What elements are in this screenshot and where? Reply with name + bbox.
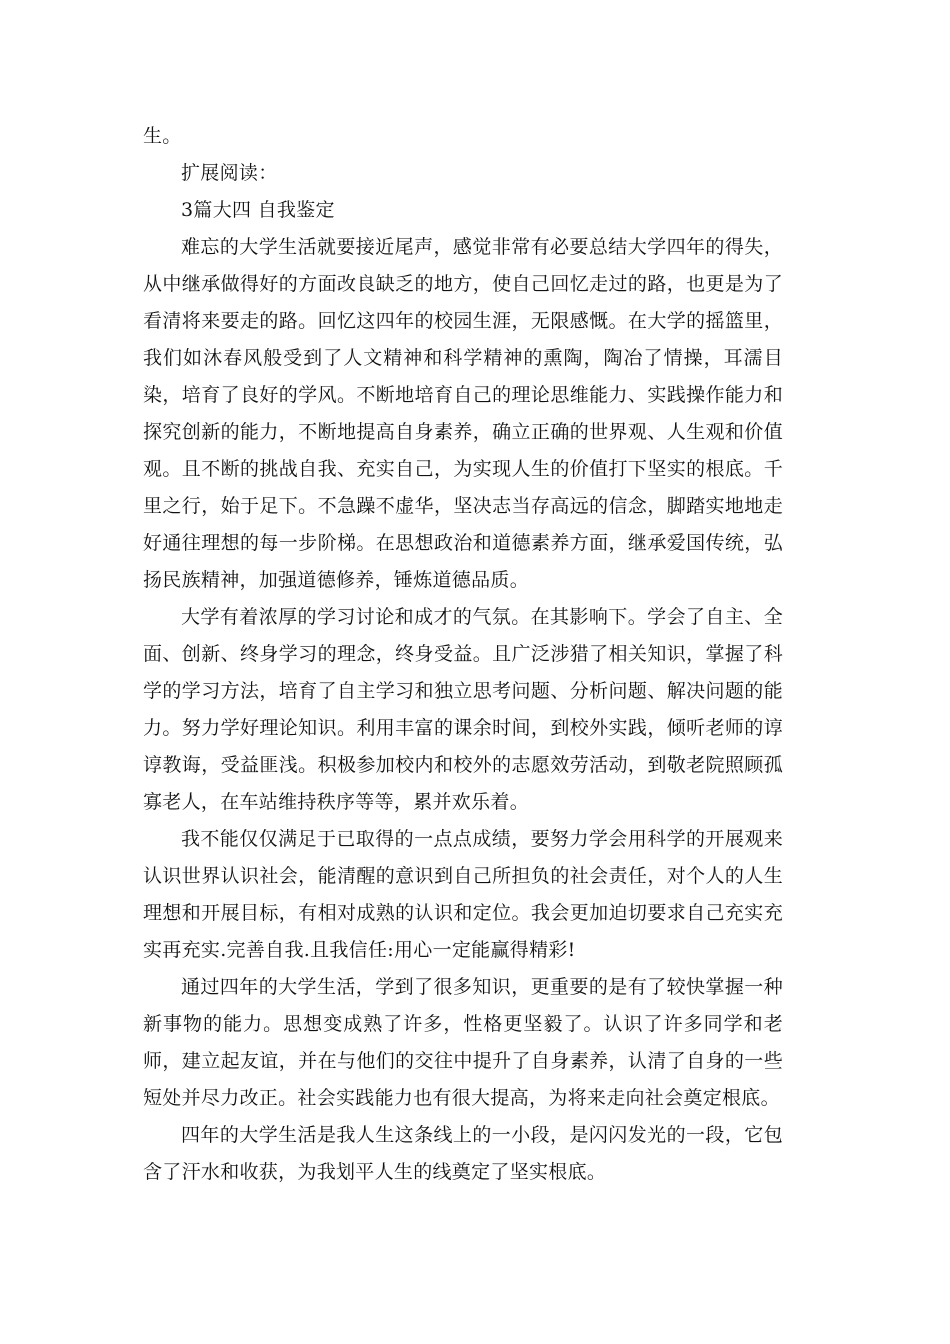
lead-fragment: 生。 bbox=[143, 125, 182, 147]
paragraph-2: 大学有着浓厚的学习讨论和成才的气氛。在其影响下。学会了自主、全面、创新、终身学习的理念，终身受益。且广泛涉猎了相关知识，掌握了科学的学习方法，培育了自主学习和独立思考问题、分析问题、解决问题的能力。努力学好理论知识。利用丰富的课余时间，到校外实践，倾听老师的谆谆教诲，受益匪浅。积极参加校内和校外的志愿效劳活动，到敬老院照顾孤寡老人，在车站维持秩序等等，累并欢乐着。 bbox=[143, 606, 783, 813]
paragraph-3: 我不能仅仅满足于已取得的一点点成绩，要努力学会用科学的开展观来认识世界认识社会，能清醒的意识到自己所担负的社会责任，对个人的人生理想和开展目标，有相对成熟的认识和定位。我会更加迫切要求自己充实充实再充实.完善自我.且我信任:用心一定能赢得精彩! bbox=[143, 828, 783, 961]
extended-reading-label: 扩展阅读： bbox=[181, 162, 278, 184]
paragraph-5: 四年的大学生活是我人生这条线上的一小段，是闪闪发光的一段，它包含了汗水和收获，为我划平人生的线奠定了坚实根底。 bbox=[143, 1124, 783, 1183]
paragraph-1: 难忘的大学生活就要接近尾声，感觉非常有必要总结大学四年的得失，从中继承做得好的方面改良缺乏的地方，使自己回忆走过的路，也更是为了看清将来要走的路。回忆这四年的校园生涯，无限感慨。在大学的摇篮里，我们如沐春风般受到了人文精神和科学精神的熏陶，陶冶了情操，耳濡目染，培育了良好的学风。不断地培育自己的理论思维能力、实践操作能力和探究创新的能力，不断地提高自身素养，确立正确的世界观、人生观和价值观。且不断的挑战自我、充实自己，为实现人生的价值打下坚实的根底。千里之行，始于足下。不急躁不虚华，坚决志当存高远的信念，脚踏实地地走好通往理想的每一步阶梯。在思想政治和道德素养方面，继承爱国传统，弘扬民族精神，加强道德修养，锤炼道德品质。 bbox=[143, 236, 783, 591]
section-title: 3篇大四 自我鉴定 bbox=[181, 199, 335, 221]
paragraph-4: 通过四年的大学生活，学到了很多知识，更重要的是有了较快掌握一种新事物的能力。思想变成熟了许多，性格更坚毅了。认识了许多同学和老师，建立起友谊，并在与他们的交往中提升了自身素养，认清了自身的一些短处并尽力改正。社会实践能力也有很大提高，为将来走向社会奠定根底。 bbox=[143, 976, 783, 1109]
document-page bbox=[143, 118, 783, 1191]
